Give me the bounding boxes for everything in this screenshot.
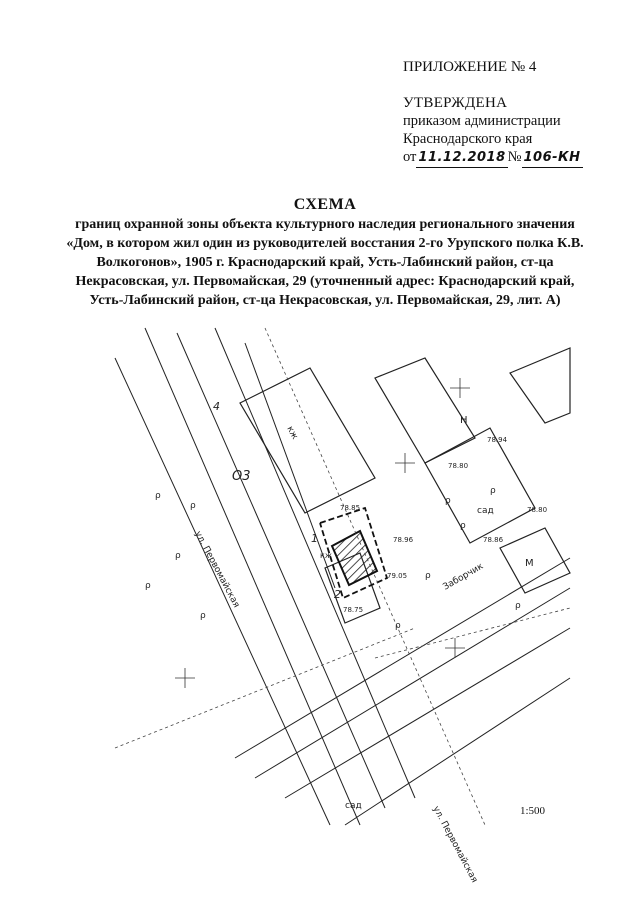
svg-text:ρ: ρ <box>175 551 181 561</box>
svg-text:ρ: ρ <box>395 621 401 631</box>
map-scale: 1:500 <box>520 805 546 817</box>
svg-text:ρ: ρ <box>155 491 161 501</box>
date-prefix: от <box>403 149 417 165</box>
elevation-3: 78.85 <box>340 504 361 512</box>
order-date: 11.12.2018 <box>416 149 507 168</box>
building-m-label: М <box>525 558 534 569</box>
svg-text:ρ: ρ <box>425 571 431 581</box>
garden-label: сад <box>477 506 494 516</box>
tree-markers <box>145 486 521 631</box>
approval-block <box>403 58 628 168</box>
lower-street-lines <box>235 558 570 825</box>
approved-heading: УТВЕРЖДЕНА <box>403 95 508 111</box>
approved-by-line-2: Краснодарского края <box>403 131 533 147</box>
elevation-6: 78.75 <box>343 606 364 614</box>
svg-text:ρ: ρ <box>490 486 496 496</box>
elevation-7: 78.86 <box>483 536 504 544</box>
order-date-number <box>403 148 628 168</box>
elevation-4: 78.96 <box>393 536 414 544</box>
garden-label-2: сад <box>345 801 362 811</box>
elevation-8: 78.80 <box>527 506 548 514</box>
svg-text:ρ: ρ <box>200 611 206 621</box>
lit-label: кж <box>320 551 333 560</box>
buildings <box>240 348 570 623</box>
appendix-number: ПРИЛОЖЕНИЕ № 4 <box>403 59 537 75</box>
svg-text:ρ: ρ <box>460 521 466 531</box>
elevation-2: 78.80 <box>448 462 469 470</box>
heritage-building <box>332 531 377 585</box>
street-lines <box>115 328 415 825</box>
utility-lines <box>115 328 570 825</box>
site-plan-map <box>115 328 570 885</box>
document-subtitle: границ охранной зоны объекта культурного наследия регионального значения «Дом, в котором жил один из руководителей восстания 2-го Урупского полка К.В. Волкогонов», 1905 г. Краснодарский край, Усть-Лабинский район, ст-ца Некрасовская, ул. Первомайская, 29 (уточненный адрес: Краснодарский край, Усть-Лабинский район, ст-ца Некрасовская, ул. Первомайская, 29, лит. А) <box>66 217 584 308</box>
document-title: СХЕМА <box>293 196 357 213</box>
building-n-label: Н <box>460 415 468 426</box>
street-label: ул. Первомайская <box>192 529 242 610</box>
title-block <box>60 195 590 310</box>
svg-text:ρ: ρ <box>445 496 451 506</box>
svg-text:ρ: ρ <box>145 581 151 591</box>
marker-1: 1 <box>311 532 318 545</box>
elevation-5: 79.05 <box>387 572 408 580</box>
order-number: 106-КН <box>522 149 583 168</box>
svg-text:ρ: ρ <box>515 601 521 611</box>
svg-text:ρ: ρ <box>190 501 196 511</box>
house-label: кж <box>284 424 300 442</box>
elevation-1: 78.94 <box>487 436 508 444</box>
zone-label: О3 <box>232 469 251 484</box>
approved-by-line-1: приказом администрации <box>403 113 561 129</box>
street-label-2: ул. Первомайская <box>430 804 480 885</box>
number-prefix: № <box>507 149 522 165</box>
marker-2: 2 <box>334 588 341 601</box>
fence-label: Заборчик <box>441 561 486 593</box>
marker-4: 4 <box>213 400 220 413</box>
